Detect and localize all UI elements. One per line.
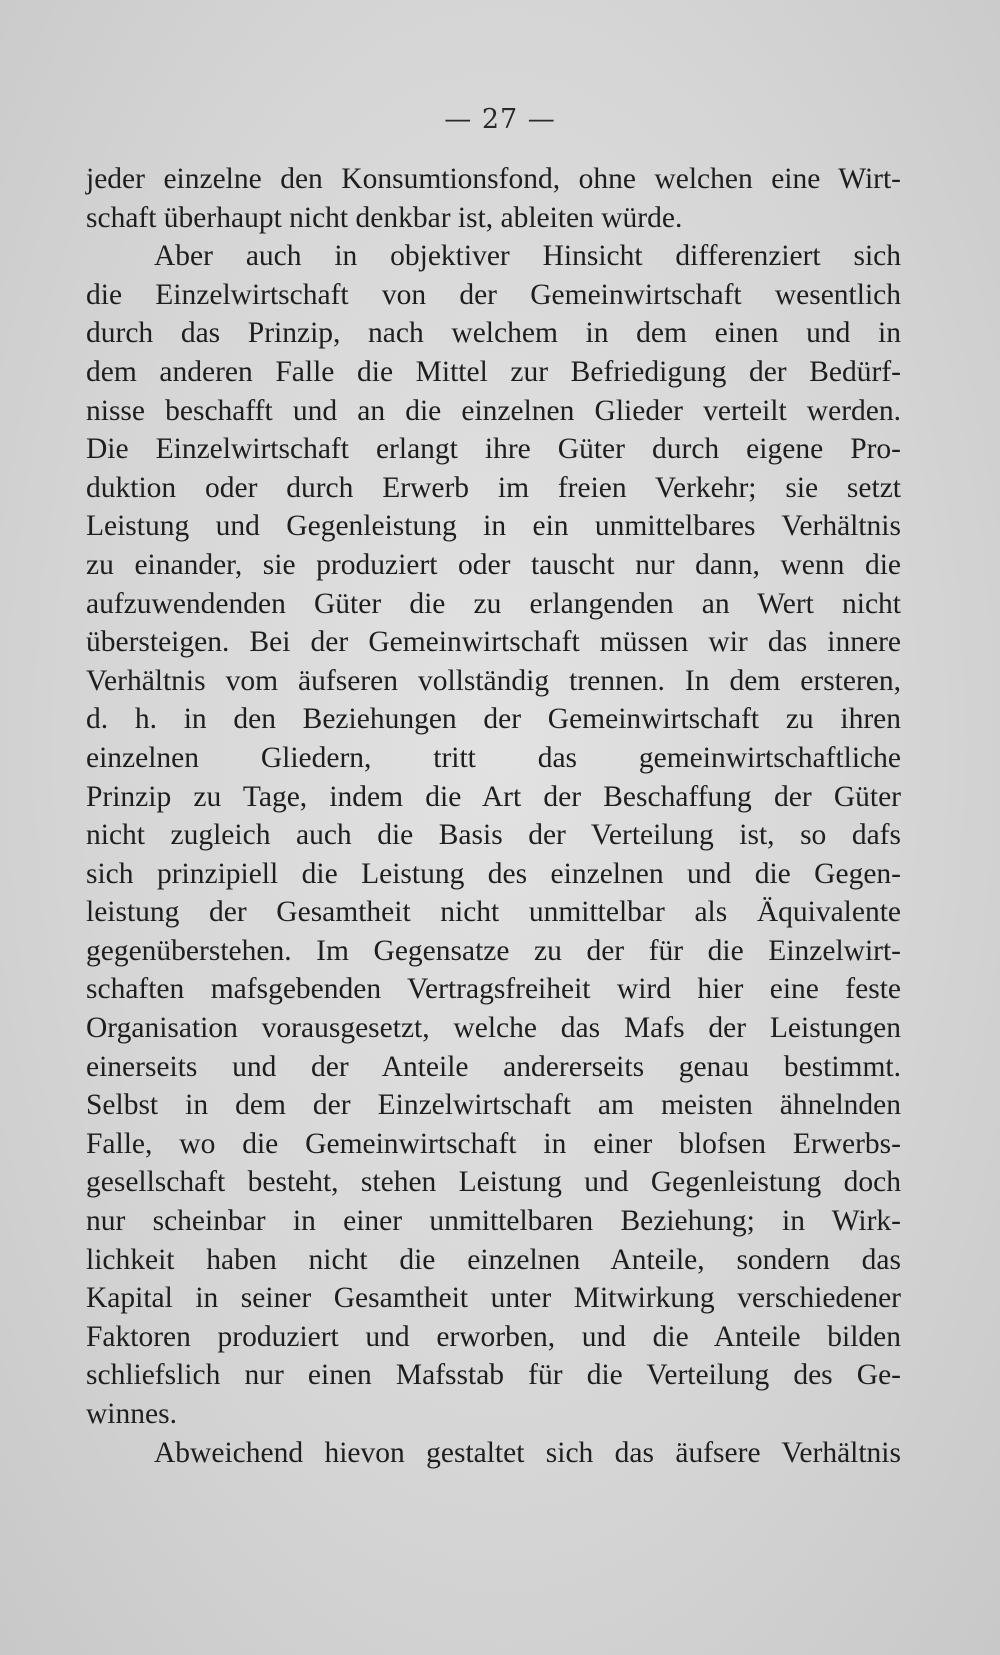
text-line: schaft überhaupt nicht denkbar ist, ableiten würde. <box>86 201 683 234</box>
text-line: d. h. in den Beziehungen der Gemeinwirtschaft zu ihren <box>86 703 901 736</box>
text-line: Faktoren produziert und erworben, und die Anteile bilden <box>86 1320 901 1353</box>
text-line: sich prinzipiell die Leistung des einzelnen und die Gegen- <box>86 857 901 890</box>
text-line: winnes. <box>86 1398 177 1430</box>
text-line: leistung der Gesamtheit nicht unmittelbar als Äquivalente <box>86 896 901 929</box>
text-line: schaften mafsgebenden Vertragsfreiheit wird hier eine feste <box>86 973 901 1006</box>
text-line: lichkeit haben nicht die einzelnen Anteile, sondern das <box>86 1243 901 1276</box>
text-line: die Einzelwirtschaft von der Gemeinwirtschaft wesentlich <box>86 278 901 311</box>
text-line: nisse beschafft und an die einzelnen Glieder verteilt werden. <box>86 394 901 427</box>
text-line: gesellschaft besteht, stehen Leistung und Gegenleistung doch <box>86 1166 901 1199</box>
page-number: — 27 — <box>444 104 556 135</box>
text-line: jeder einzelne den Konsumtionsfond, ohne welchen eine Wirt- <box>86 163 901 195</box>
text-line: nur scheinbar in einer unmittelbaren Beziehung; in Wirk- <box>86 1205 901 1238</box>
text-line: übersteigen. Bei der Gemeinwirtschaft müssen wir das innere <box>86 626 901 659</box>
text-line: Aber auch in objektiver Hinsicht differenziert sich <box>154 240 901 273</box>
text-line: aufzuwendenden Güter die zu erlangenden an Wert nicht <box>86 587 901 620</box>
text-line: Organisation vorausgesetzt, welche das Mafs der Leistungen <box>86 1012 901 1045</box>
text-line: Leistung und Gegenleistung in ein unmittelbares Verhältnis <box>86 510 901 543</box>
text-line: einzelnen Gliedern, tritt das gemeinwirtschaftliche <box>86 741 901 774</box>
text-line: duktion oder durch Erwerb im freien Verkehr; sie setzt <box>86 471 901 504</box>
text-line: durch das Prinzip, nach welchem in dem einen und in <box>86 317 901 350</box>
text-line: Selbst in dem der Einzelwirtschaft am meisten ähnelnden <box>86 1089 901 1122</box>
text-line: zu einander, sie produziert oder tauscht nur dann, wenn die <box>86 548 901 581</box>
text-line: Prinzip zu Tage, indem die Art der Beschaffung der Güter <box>86 780 901 813</box>
text-line: einerseits und der Anteile andererseits genau bestimmt. <box>86 1050 901 1083</box>
text-line: nicht zugleich auch die Basis der Verteilung ist, so dafs <box>86 819 901 852</box>
text-line: dem anderen Falle die Mittel zur Befriedigung der Bedürf- <box>86 355 901 388</box>
text-line: Falle, wo die Gemeinwirtschaft in einer blofsen Erwerbs- <box>86 1127 901 1160</box>
text-line: Die Einzelwirtschaft erlangt ihre Güter durch eigene Pro- <box>86 433 901 466</box>
text-line: gegenüberstehen. Im Gegensatze zu der für die Einzelwirt- <box>86 934 901 967</box>
text-line: Verhältnis vom äufseren vollständig trennen. In dem ersteren, <box>86 664 901 697</box>
text-line: Kapital in seiner Gesamtheit unter Mitwirkung verschiedener <box>86 1282 901 1315</box>
text-line: schliefslich nur einen Mafsstab für die Verteilung des Ge- <box>86 1359 901 1392</box>
text-line: Abweichend hievon gestaltet sich das äufsere Verhältnis <box>154 1436 901 1469</box>
body-text <box>86 160 901 1472</box>
